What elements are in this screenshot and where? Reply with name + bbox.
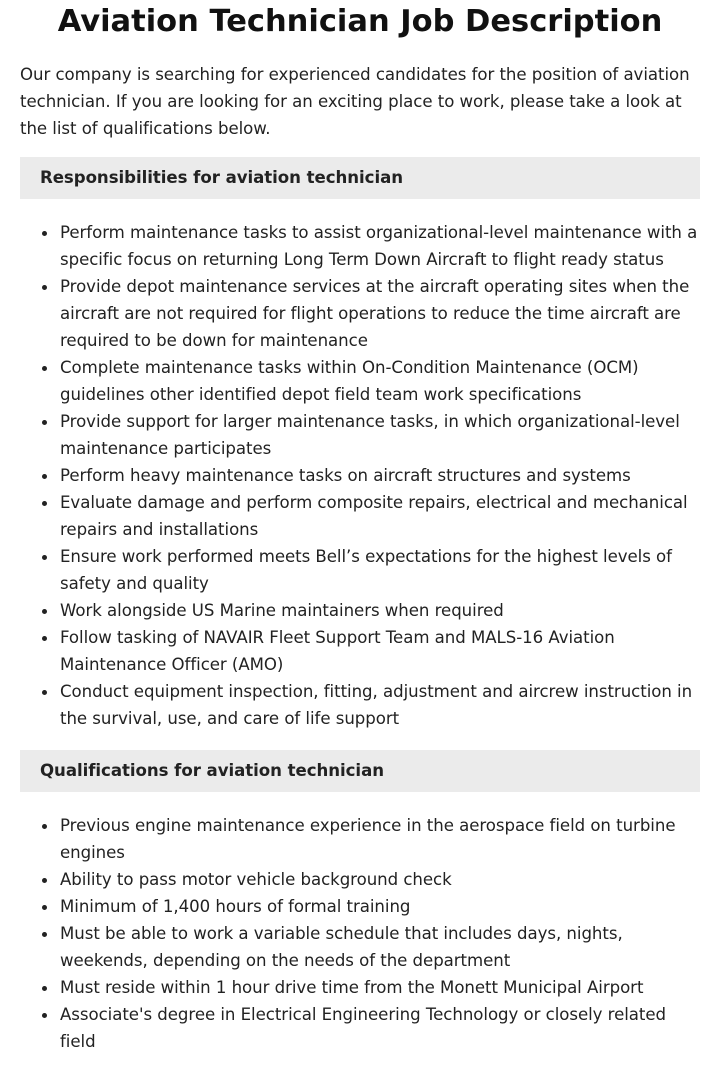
list-item-text: Complete maintenance tasks within On-Condition Maintenance (OCM) guidelines other identified depot field team work specifications — [60, 358, 639, 404]
list-item — [60, 812, 700, 866]
list-item — [60, 678, 700, 732]
bullet-icon — [42, 366, 47, 371]
list-item — [60, 462, 700, 489]
list-item-text: Associate's degree in Electrical Engineering Technology or closely related field — [60, 1005, 667, 1051]
bullet-icon — [42, 932, 47, 937]
list-item-text: Previous engine maintenance experience in the aerospace field on turbine engines — [60, 816, 676, 862]
bullet-icon — [42, 501, 47, 506]
bullet-icon — [42, 636, 47, 641]
list-item-text: Must reside within 1 hour drive time from the Monett Municipal Airport — [60, 978, 644, 997]
list-item-text: Ability to pass motor vehicle background check — [60, 870, 452, 889]
bullet-icon — [42, 420, 47, 425]
page-title: Aviation Technician Job Description — [57, 4, 663, 39]
list-item — [60, 974, 700, 1001]
list-item — [60, 273, 700, 354]
list-item — [60, 1001, 700, 1055]
list-item-text: Ensure work performed meets Bell’s expectations for the highest levels of safety and quality — [60, 547, 672, 593]
bullet-icon — [42, 231, 47, 236]
bullet-icon — [42, 690, 47, 695]
list-item — [60, 543, 700, 597]
list-item — [60, 354, 700, 408]
responsibilities-heading: Responsibilities for aviation technician — [20, 157, 700, 199]
list-item-text: Perform maintenance tasks to assist organizational-level maintenance with a specific focus on returning Long Term Down Aircraft to flight ready status — [60, 223, 698, 269]
list-item — [60, 893, 700, 920]
list-item — [60, 489, 700, 543]
bullet-icon — [42, 555, 47, 560]
bullet-icon — [42, 824, 47, 829]
bullet-icon — [42, 285, 47, 290]
list-item-text: Provide support for larger maintenance tasks, in which organizational-level maintenance participates — [60, 412, 680, 458]
list-item-text: Perform heavy maintenance tasks on aircraft structures and systems — [60, 466, 631, 485]
qualifications-list — [20, 812, 700, 1055]
list-item-text: Work alongside US Marine maintainers when required — [60, 601, 504, 620]
list-item-text: Conduct equipment inspection, fitting, adjustment and aircrew instruction in the survival, use, and care of life support — [60, 682, 693, 728]
bullet-icon — [42, 986, 47, 991]
intro-paragraph: Our company is searching for experienced candidates for the position of aviation technician. If you are looking for an exciting place to work, please take a look at the list of qualifications below. — [20, 65, 690, 138]
list-item-text: Must be able to work a variable schedule that includes days, nights, weekends, depending on the needs of the department — [60, 924, 623, 970]
bullet-icon — [42, 1013, 47, 1018]
bullet-icon — [42, 878, 47, 883]
list-item — [60, 408, 700, 462]
list-item-text: Provide depot maintenance services at the aircraft operating sites when the aircraft are not required for flight operations to reduce the time aircraft are required to be down for maintenance — [60, 277, 690, 350]
list-item-text: Minimum of 1,400 hours of formal training — [60, 897, 411, 916]
list-item — [60, 920, 700, 974]
responsibilities-list — [20, 219, 700, 732]
list-item — [60, 597, 700, 624]
bullet-icon — [42, 905, 47, 910]
list-item-text: Follow tasking of NAVAIR Fleet Support Team and MALS-16 Aviation Maintenance Officer (AMO) — [60, 628, 615, 674]
list-item — [60, 219, 700, 273]
bullet-icon — [42, 474, 47, 479]
list-item-text: Evaluate damage and perform composite repairs, electrical and mechanical repairs and installations — [60, 493, 688, 539]
bullet-icon — [42, 609, 47, 614]
qualifications-heading: Qualifications for aviation technician — [20, 750, 700, 792]
list-item — [60, 866, 700, 893]
list-item — [60, 624, 700, 678]
